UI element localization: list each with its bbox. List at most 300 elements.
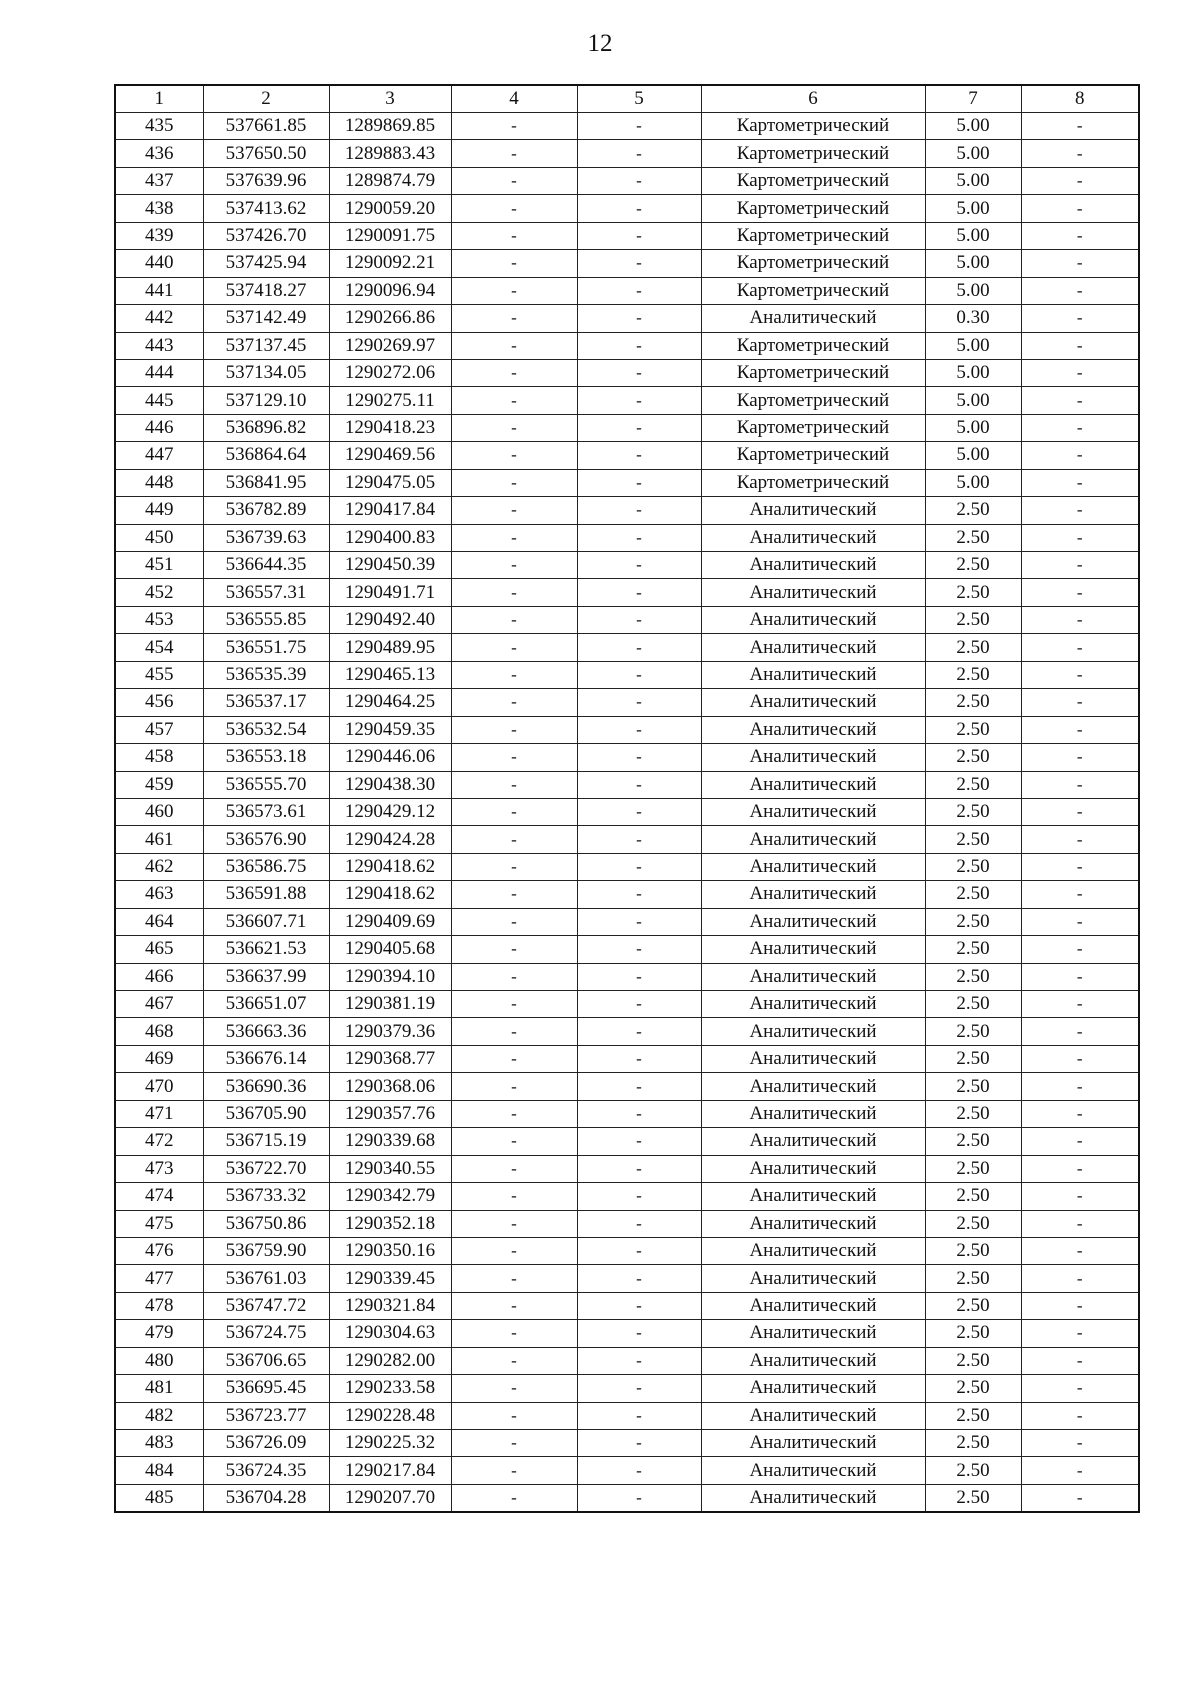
table-row (115, 1237, 1139, 1264)
cell-x-coordinate: 536573.61 (203, 798, 329, 825)
cell-point-number: 477 (115, 1265, 203, 1292)
cell-y-coordinate: 1290379.36 (329, 1018, 451, 1045)
cell-x-coordinate: 536557.31 (203, 579, 329, 606)
cell-col-8: - (1021, 908, 1139, 935)
cell-col-5: - (577, 1265, 701, 1292)
column-header: 1 (115, 85, 203, 113)
table-row (115, 1402, 1139, 1429)
cell-accuracy: 2.50 (925, 552, 1021, 579)
cell-accuracy: 2.50 (925, 826, 1021, 853)
cell-col-5: - (577, 579, 701, 606)
cell-y-coordinate: 1290429.12 (329, 798, 451, 825)
cell-col-8: - (1021, 1100, 1139, 1127)
cell-point-number: 461 (115, 826, 203, 853)
cell-method: Аналитический (701, 853, 925, 880)
cell-accuracy: 2.50 (925, 1457, 1021, 1484)
cell-col-5: - (577, 1155, 701, 1182)
cell-col-5: - (577, 716, 701, 743)
table-row (115, 469, 1139, 496)
cell-point-number: 449 (115, 497, 203, 524)
cell-accuracy: 2.50 (925, 606, 1021, 633)
cell-point-number: 443 (115, 332, 203, 359)
cell-col-4: - (451, 1375, 577, 1402)
cell-col-4: - (451, 222, 577, 249)
cell-method: Картометрический (701, 469, 925, 496)
cell-method: Картометрический (701, 195, 925, 222)
cell-y-coordinate: 1290475.05 (329, 469, 451, 496)
cell-x-coordinate: 536621.53 (203, 936, 329, 963)
cell-y-coordinate: 1290424.28 (329, 826, 451, 853)
cell-point-number: 472 (115, 1128, 203, 1155)
table-row (115, 387, 1139, 414)
cell-col-5: - (577, 1183, 701, 1210)
cell-point-number: 458 (115, 744, 203, 771)
cell-col-5: - (577, 359, 701, 386)
cell-y-coordinate: 1290446.06 (329, 744, 451, 771)
table-row (115, 1045, 1139, 1072)
table-row (115, 359, 1139, 386)
cell-col-8: - (1021, 1128, 1139, 1155)
cell-col-4: - (451, 195, 577, 222)
cell-y-coordinate: 1290491.71 (329, 579, 451, 606)
cell-x-coordinate: 536724.75 (203, 1320, 329, 1347)
cell-col-8: - (1021, 1375, 1139, 1402)
cell-col-8: - (1021, 250, 1139, 277)
cell-method: Аналитический (701, 1128, 925, 1155)
cell-col-4: - (451, 936, 577, 963)
cell-col-8: - (1021, 113, 1139, 140)
cell-col-8: - (1021, 414, 1139, 441)
cell-x-coordinate: 537426.70 (203, 222, 329, 249)
cell-method: Аналитический (701, 771, 925, 798)
cell-point-number: 436 (115, 140, 203, 167)
cell-col-5: - (577, 1484, 701, 1512)
cell-method: Аналитический (701, 1183, 925, 1210)
cell-method: Картометрический (701, 332, 925, 359)
cell-col-4: - (451, 359, 577, 386)
cell-accuracy: 5.00 (925, 387, 1021, 414)
cell-point-number: 485 (115, 1484, 203, 1512)
cell-accuracy: 5.00 (925, 359, 1021, 386)
cell-point-number: 438 (115, 195, 203, 222)
cell-col-4: - (451, 1457, 577, 1484)
cell-method: Аналитический (701, 497, 925, 524)
cell-point-number: 435 (115, 113, 203, 140)
cell-accuracy: 5.00 (925, 250, 1021, 277)
cell-y-coordinate: 1290464.25 (329, 689, 451, 716)
table-row (115, 552, 1139, 579)
cell-col-4: - (451, 1237, 577, 1264)
cell-accuracy: 2.50 (925, 634, 1021, 661)
cell-col-5: - (577, 689, 701, 716)
cell-accuracy: 2.50 (925, 579, 1021, 606)
cell-x-coordinate: 536644.35 (203, 552, 329, 579)
cell-col-4: - (451, 1484, 577, 1512)
cell-y-coordinate: 1290368.77 (329, 1045, 451, 1072)
cell-method: Аналитический (701, 908, 925, 935)
cell-col-5: - (577, 1375, 701, 1402)
cell-col-4: - (451, 1018, 577, 1045)
table-row (115, 661, 1139, 688)
cell-col-8: - (1021, 1018, 1139, 1045)
cell-y-coordinate: 1290459.35 (329, 716, 451, 743)
cell-point-number: 457 (115, 716, 203, 743)
cell-y-coordinate: 1290275.11 (329, 387, 451, 414)
cell-x-coordinate: 536537.17 (203, 689, 329, 716)
cell-col-4: - (451, 1347, 577, 1374)
cell-x-coordinate: 536726.09 (203, 1430, 329, 1457)
cell-method: Картометрический (701, 387, 925, 414)
cell-x-coordinate: 536841.95 (203, 469, 329, 496)
cell-method: Картометрический (701, 140, 925, 167)
cell-col-8: - (1021, 963, 1139, 990)
cell-accuracy: 5.00 (925, 140, 1021, 167)
cell-point-number: 451 (115, 552, 203, 579)
cell-col-8: - (1021, 1183, 1139, 1210)
cell-col-8: - (1021, 277, 1139, 304)
cell-x-coordinate: 536695.45 (203, 1375, 329, 1402)
table-row (115, 140, 1139, 167)
cell-accuracy: 5.00 (925, 113, 1021, 140)
table-row (115, 963, 1139, 990)
cell-accuracy: 2.50 (925, 1183, 1021, 1210)
table-row (115, 881, 1139, 908)
cell-accuracy: 5.00 (925, 277, 1021, 304)
cell-accuracy: 2.50 (925, 936, 1021, 963)
cell-col-5: - (577, 853, 701, 880)
cell-col-5: - (577, 991, 701, 1018)
cell-method: Аналитический (701, 1292, 925, 1319)
cell-x-coordinate: 536705.90 (203, 1100, 329, 1127)
cell-col-5: - (577, 442, 701, 469)
table-row (115, 1210, 1139, 1237)
cell-accuracy: 5.00 (925, 414, 1021, 441)
cell-accuracy: 0.30 (925, 305, 1021, 332)
cell-method: Картометрический (701, 442, 925, 469)
cell-col-5: - (577, 195, 701, 222)
cell-x-coordinate: 536555.70 (203, 771, 329, 798)
cell-x-coordinate: 537413.62 (203, 195, 329, 222)
table-row (115, 1155, 1139, 1182)
cell-col-8: - (1021, 881, 1139, 908)
cell-col-8: - (1021, 305, 1139, 332)
cell-col-5: - (577, 881, 701, 908)
cell-accuracy: 2.50 (925, 991, 1021, 1018)
table-row (115, 689, 1139, 716)
cell-method: Аналитический (701, 1100, 925, 1127)
cell-col-8: - (1021, 1457, 1139, 1484)
cell-col-8: - (1021, 442, 1139, 469)
cell-col-5: - (577, 744, 701, 771)
cell-col-4: - (451, 881, 577, 908)
cell-col-8: - (1021, 991, 1139, 1018)
cell-method: Аналитический (701, 1210, 925, 1237)
cell-col-8: - (1021, 1155, 1139, 1182)
cell-y-coordinate: 1290340.55 (329, 1155, 451, 1182)
table-row (115, 414, 1139, 441)
cell-method: Аналитический (701, 1237, 925, 1264)
cell-y-coordinate: 1290282.00 (329, 1347, 451, 1374)
page-number: 12 (587, 30, 613, 57)
cell-point-number: 478 (115, 1292, 203, 1319)
cell-col-4: - (451, 167, 577, 194)
cell-y-coordinate: 1290409.69 (329, 908, 451, 935)
cell-method: Аналитический (701, 1265, 925, 1292)
cell-x-coordinate: 536706.65 (203, 1347, 329, 1374)
cell-x-coordinate: 536553.18 (203, 744, 329, 771)
cell-method: Аналитический (701, 826, 925, 853)
cell-y-coordinate: 1290469.56 (329, 442, 451, 469)
table-row (115, 277, 1139, 304)
column-header: 2 (203, 85, 329, 113)
cell-col-8: - (1021, 826, 1139, 853)
cell-x-coordinate: 536551.75 (203, 634, 329, 661)
cell-accuracy: 2.50 (925, 1100, 1021, 1127)
cell-col-8: - (1021, 140, 1139, 167)
cell-point-number: 482 (115, 1402, 203, 1429)
cell-col-5: - (577, 524, 701, 551)
cell-col-4: - (451, 387, 577, 414)
table-row (115, 167, 1139, 194)
cell-point-number: 446 (115, 414, 203, 441)
cell-col-5: - (577, 113, 701, 140)
cell-x-coordinate: 536896.82 (203, 414, 329, 441)
cell-col-8: - (1021, 634, 1139, 661)
cell-accuracy: 2.50 (925, 1155, 1021, 1182)
cell-col-8: - (1021, 552, 1139, 579)
cell-x-coordinate: 536591.88 (203, 881, 329, 908)
cell-x-coordinate: 536555.85 (203, 606, 329, 633)
cell-accuracy: 2.50 (925, 963, 1021, 990)
cell-x-coordinate: 536761.03 (203, 1265, 329, 1292)
cell-y-coordinate: 1290096.94 (329, 277, 451, 304)
cell-x-coordinate: 536607.71 (203, 908, 329, 935)
cell-method: Аналитический (701, 524, 925, 551)
cell-col-4: - (451, 552, 577, 579)
cell-accuracy: 2.50 (925, 1265, 1021, 1292)
cell-method: Аналитический (701, 1430, 925, 1457)
cell-x-coordinate: 537639.96 (203, 167, 329, 194)
cell-col-8: - (1021, 606, 1139, 633)
table-row (115, 771, 1139, 798)
cell-method: Аналитический (701, 606, 925, 633)
cell-y-coordinate: 1290233.58 (329, 1375, 451, 1402)
cell-point-number: 465 (115, 936, 203, 963)
cell-y-coordinate: 1290418.62 (329, 881, 451, 908)
cell-col-5: - (577, 771, 701, 798)
cell-x-coordinate: 537418.27 (203, 277, 329, 304)
cell-x-coordinate: 536663.36 (203, 1018, 329, 1045)
cell-col-4: - (451, 1073, 577, 1100)
cell-point-number: 441 (115, 277, 203, 304)
cell-x-coordinate: 536637.99 (203, 963, 329, 990)
cell-method: Аналитический (701, 305, 925, 332)
cell-y-coordinate: 1290304.63 (329, 1320, 451, 1347)
table-row (115, 524, 1139, 551)
cell-method: Картометрический (701, 222, 925, 249)
cell-x-coordinate: 536715.19 (203, 1128, 329, 1155)
cell-accuracy: 2.50 (925, 497, 1021, 524)
cell-point-number: 448 (115, 469, 203, 496)
table-row (115, 716, 1139, 743)
cell-accuracy: 2.50 (925, 1402, 1021, 1429)
cell-col-8: - (1021, 1320, 1139, 1347)
cell-method: Аналитический (701, 1402, 925, 1429)
cell-point-number: 483 (115, 1430, 203, 1457)
cell-col-4: - (451, 963, 577, 990)
cell-col-8: - (1021, 1237, 1139, 1264)
cell-accuracy: 2.50 (925, 1073, 1021, 1100)
table-row (115, 826, 1139, 853)
cell-x-coordinate: 536535.39 (203, 661, 329, 688)
cell-col-4: - (451, 1402, 577, 1429)
cell-col-8: - (1021, 798, 1139, 825)
cell-col-8: - (1021, 497, 1139, 524)
table-row (115, 195, 1139, 222)
cell-col-5: - (577, 1045, 701, 1072)
cell-method: Картометрический (701, 250, 925, 277)
cell-y-coordinate: 1290489.95 (329, 634, 451, 661)
cell-y-coordinate: 1290350.16 (329, 1237, 451, 1264)
cell-x-coordinate: 536739.63 (203, 524, 329, 551)
cell-col-5: - (577, 1347, 701, 1374)
cell-point-number: 481 (115, 1375, 203, 1402)
cell-accuracy: 2.50 (925, 744, 1021, 771)
table-row (115, 908, 1139, 935)
cell-method: Аналитический (701, 963, 925, 990)
cell-point-number: 437 (115, 167, 203, 194)
cell-x-coordinate: 536704.28 (203, 1484, 329, 1512)
table-row (115, 1430, 1139, 1457)
cell-x-coordinate: 536750.86 (203, 1210, 329, 1237)
cell-point-number: 464 (115, 908, 203, 935)
cell-accuracy: 2.50 (925, 1237, 1021, 1264)
cell-method: Аналитический (701, 881, 925, 908)
cell-col-4: - (451, 305, 577, 332)
cell-col-8: - (1021, 387, 1139, 414)
cell-col-8: - (1021, 359, 1139, 386)
cell-x-coordinate: 536782.89 (203, 497, 329, 524)
cell-y-coordinate: 1290269.97 (329, 332, 451, 359)
table-row (115, 250, 1139, 277)
cell-col-4: - (451, 716, 577, 743)
cell-accuracy: 5.00 (925, 442, 1021, 469)
table-body (115, 85, 1139, 1512)
cell-col-4: - (451, 524, 577, 551)
cell-y-coordinate: 1290272.06 (329, 359, 451, 386)
cell-col-4: - (451, 497, 577, 524)
cell-col-4: - (451, 414, 577, 441)
cell-col-5: - (577, 1128, 701, 1155)
cell-method: Аналитический (701, 744, 925, 771)
cell-method: Картометрический (701, 113, 925, 140)
cell-point-number: 468 (115, 1018, 203, 1045)
cell-col-5: - (577, 250, 701, 277)
cell-col-5: - (577, 167, 701, 194)
cell-x-coordinate: 537142.49 (203, 305, 329, 332)
cell-col-8: - (1021, 744, 1139, 771)
column-header: 7 (925, 85, 1021, 113)
cell-x-coordinate: 536722.70 (203, 1155, 329, 1182)
cell-y-coordinate: 1290417.84 (329, 497, 451, 524)
cell-point-number: 475 (115, 1210, 203, 1237)
cell-method: Аналитический (701, 716, 925, 743)
table-row (115, 113, 1139, 140)
cell-point-number: 459 (115, 771, 203, 798)
cell-y-coordinate: 1290418.23 (329, 414, 451, 441)
cell-y-coordinate: 1290394.10 (329, 963, 451, 990)
cell-accuracy: 2.50 (925, 524, 1021, 551)
cell-method: Аналитический (701, 1018, 925, 1045)
cell-x-coordinate: 536723.77 (203, 1402, 329, 1429)
column-header: 4 (451, 85, 577, 113)
column-header: 8 (1021, 85, 1139, 113)
cell-col-5: - (577, 414, 701, 441)
cell-y-coordinate: 1290321.84 (329, 1292, 451, 1319)
cell-point-number: 466 (115, 963, 203, 990)
cell-col-4: - (451, 1430, 577, 1457)
cell-accuracy: 5.00 (925, 167, 1021, 194)
cell-method: Аналитический (701, 579, 925, 606)
cell-method: Аналитический (701, 1155, 925, 1182)
cell-x-coordinate: 536651.07 (203, 991, 329, 1018)
cell-x-coordinate: 536690.36 (203, 1073, 329, 1100)
cell-accuracy: 2.50 (925, 1430, 1021, 1457)
cell-point-number: 471 (115, 1100, 203, 1127)
cell-col-5: - (577, 1457, 701, 1484)
cell-col-5: - (577, 1292, 701, 1319)
cell-col-4: - (451, 250, 577, 277)
cell-x-coordinate: 537129.10 (203, 387, 329, 414)
table-row (115, 1073, 1139, 1100)
table-row (115, 222, 1139, 249)
cell-col-8: - (1021, 1484, 1139, 1512)
cell-y-coordinate: 1290357.76 (329, 1100, 451, 1127)
cell-accuracy: 2.50 (925, 771, 1021, 798)
cell-point-number: 470 (115, 1073, 203, 1100)
cell-col-5: - (577, 1237, 701, 1264)
cell-accuracy: 2.50 (925, 853, 1021, 880)
cell-x-coordinate: 536724.35 (203, 1457, 329, 1484)
cell-col-4: - (451, 1128, 577, 1155)
cell-method: Картометрический (701, 167, 925, 194)
cell-accuracy: 5.00 (925, 222, 1021, 249)
table-row (115, 1183, 1139, 1210)
cell-accuracy: 2.50 (925, 1128, 1021, 1155)
cell-point-number: 445 (115, 387, 203, 414)
cell-col-8: - (1021, 661, 1139, 688)
table-row (115, 497, 1139, 524)
cell-accuracy: 5.00 (925, 332, 1021, 359)
cell-col-4: - (451, 1183, 577, 1210)
cell-col-5: - (577, 222, 701, 249)
cell-col-8: - (1021, 716, 1139, 743)
cell-x-coordinate: 536733.32 (203, 1183, 329, 1210)
cell-x-coordinate: 536747.72 (203, 1292, 329, 1319)
cell-y-coordinate: 1290400.83 (329, 524, 451, 551)
cell-accuracy: 2.50 (925, 661, 1021, 688)
cell-col-4: - (451, 634, 577, 661)
cell-col-4: - (451, 1155, 577, 1182)
cell-x-coordinate: 536532.54 (203, 716, 329, 743)
cell-accuracy: 2.50 (925, 716, 1021, 743)
cell-col-4: - (451, 140, 577, 167)
cell-col-8: - (1021, 1347, 1139, 1374)
cell-col-4: - (451, 277, 577, 304)
cell-point-number: 474 (115, 1183, 203, 1210)
cell-y-coordinate: 1290339.68 (329, 1128, 451, 1155)
table-row (115, 305, 1139, 332)
